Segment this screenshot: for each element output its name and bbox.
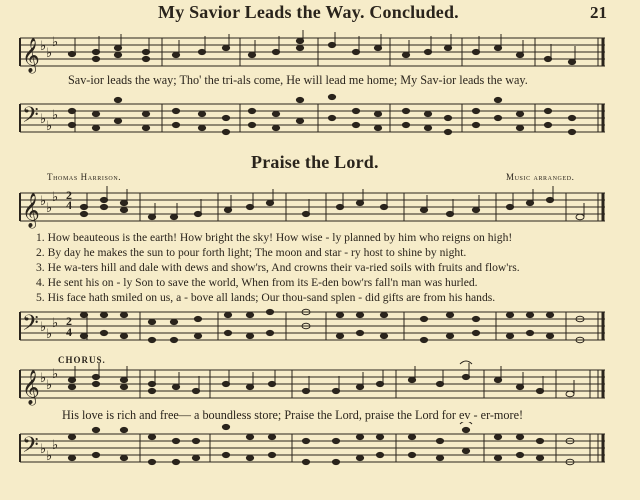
svg-text:♭: ♭	[46, 448, 53, 463]
svg-text:♭: ♭	[52, 437, 59, 452]
svg-text:𝄞: 𝄞	[22, 194, 40, 227]
svg-text:♭: ♭	[40, 319, 47, 334]
svg-text:♭: ♭	[46, 200, 53, 215]
svg-text:♭: ♭	[46, 377, 53, 392]
svg-text:♭: ♭	[40, 441, 47, 456]
svg-text:♭: ♭	[40, 193, 47, 208]
page-number: 21	[590, 3, 607, 22]
top-bass-staff	[0, 92, 640, 142]
hymn-bass-staff	[0, 302, 640, 348]
svg-text:2: 2	[66, 314, 72, 328]
svg-text:♭: ♭	[40, 111, 47, 126]
svg-text:♭: ♭	[46, 326, 53, 341]
svg-text:♭: ♭	[46, 118, 53, 133]
hymn-title: Praise the Lord.	[251, 152, 379, 172]
svg-text:𝄢: 𝄢	[22, 311, 39, 340]
verse-3: 3. He wa-ters hill and dale with dews and show'rs, And crowns their va-ried soils with fruits and flow'rs.	[36, 261, 520, 274]
svg-text:♭: ♭	[52, 366, 59, 381]
hymn-treble-staff	[0, 183, 640, 233]
verse-4: 4. He sent his on - ly Son to save the world, When from its E-den bow'rs fall'n man was hurled.	[36, 276, 478, 289]
time-sig-top: 2	[66, 188, 72, 202]
verse-2: 2. By day he makes the sun to pour forth light; The moon and star - ry host to shine by night.	[36, 246, 467, 259]
svg-text:♭: ♭	[40, 370, 47, 385]
chorus-lyric: His love is rich and free— a boundless store; Praise the Lord, praise the Lord for ev - er-more!	[62, 408, 524, 422]
top-lyric: Sav-ior leads the way; Tho' the tri-als come, He will lead me home; My Sav-ior leads the way.	[68, 73, 528, 87]
chorus-label: CHORUS.	[58, 355, 106, 365]
svg-text:♭: ♭	[52, 34, 59, 49]
svg-text:𝄞: 𝄞	[22, 38, 40, 73]
time-sig-bottom: 4	[66, 198, 72, 212]
svg-text:4: 4	[66, 325, 72, 339]
svg-text:♭: ♭	[52, 189, 59, 204]
svg-text:♭: ♭	[52, 315, 59, 330]
time-signature-treble	[66, 190, 72, 210]
svg-text:𝄢: 𝄢	[22, 433, 39, 462]
hymn-author: Thomas Harrison.	[47, 172, 122, 182]
verse-1: 1. How beauteous is the earth! How bright the sky! How wise - ly planned by him who reigns on high!	[36, 231, 513, 244]
svg-text:𝄢: 𝄢	[22, 103, 39, 132]
svg-text:♭: ♭	[46, 45, 53, 60]
chorus-bass-staff	[0, 422, 640, 472]
svg-text:♭: ♭	[40, 38, 47, 53]
page-title: My Savior Leads the Way. Concluded.	[158, 2, 459, 22]
svg-text:♭: ♭	[52, 107, 59, 122]
hymn-arrangement: Music arranged.	[506, 172, 575, 182]
chorus-treble-staff	[0, 360, 640, 410]
svg-text:𝄞: 𝄞	[22, 371, 40, 404]
verse-5: 5. His face hath smiled on us, a - bove all lands; Our thou-sand splen - did gifts are from his hands.	[36, 291, 496, 304]
